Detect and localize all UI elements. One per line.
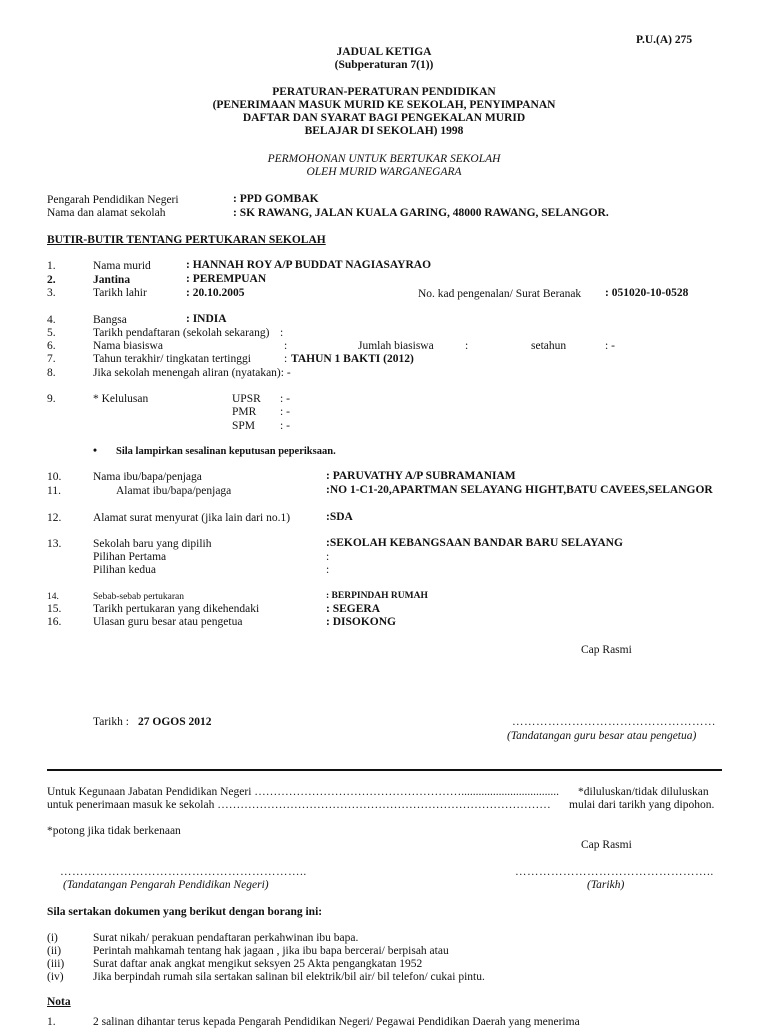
field-num-10: 10.: [47, 471, 62, 483]
doc-item-3: Surat daftar anak angkat mengikut seksyen 25 Akta pengangkatan 1952: [93, 958, 423, 970]
transfer-date-value: : SEGERA: [326, 603, 380, 615]
race-label: Bangsa: [93, 314, 127, 326]
field-num-15: 15.: [47, 603, 62, 615]
field-num-6: 6.: [47, 340, 56, 352]
exam-pmr-label: PMR: [232, 406, 257, 418]
first-choice-label: Pilihan Pertama: [93, 551, 167, 563]
director-value: : PPD GOMBAK: [233, 193, 319, 205]
date-value: 27 OGOS 2012: [138, 716, 212, 728]
approval-date-line: …………………………………………..: [515, 866, 714, 878]
last-year-label: Tahun terakhir/ tingkatan tertinggi: [93, 353, 251, 365]
birth-date-value: : 20.10.2005: [186, 287, 245, 299]
doc-num-2: (ii): [47, 945, 62, 957]
doc-item-2: Perintah mahkamah tentang hak jagaan , jika ibu bapa bercerai/ berpisah atau: [93, 945, 449, 957]
registration-date-value: :: [280, 327, 284, 339]
date-label: Tarikh :: [93, 716, 129, 728]
exam-spm-label: SPM: [232, 420, 256, 432]
student-name-label: Nama murid: [93, 260, 151, 272]
office-use-line-2: untuk penerimaan masuk ke sekolah ……………………………………………………………………………: [47, 799, 551, 811]
title-line-2: (PENERIMAAN MASUK MURID KE SEKOLAH, PENYIMPANAN: [212, 99, 556, 111]
per-year-label: setahun: [531, 340, 567, 352]
title-line-4: BELAJAR DI SEKOLAH) 1998: [304, 125, 464, 137]
last-year-colon: :: [284, 353, 288, 365]
field-num-16: 16.: [47, 616, 62, 628]
bullet-icon: •: [93, 445, 98, 457]
subtitle-line-2: OLEH MURID WARGANEGARA: [306, 166, 462, 178]
reason-label: Sebab-sebab pertukaran: [93, 592, 185, 602]
birth-date-label: Tarikh lahir: [93, 287, 147, 299]
mailing-address-value: :SDA: [326, 511, 353, 523]
exam-spm-value: : -: [280, 420, 290, 432]
exam-upsr-label: UPSR: [232, 393, 261, 405]
field-num-12: 12.: [47, 512, 62, 524]
title-line-3: DAFTAR DAN SYARAT BAGI PENGEKALAN MURID: [242, 112, 526, 124]
field-num-2: 2.: [47, 274, 56, 286]
parent-address-label: Alamat ibu/bapa/penjaga: [116, 485, 232, 497]
headmaster-signature-caption: (Tandatangan guru besar atau pengetua): [507, 730, 697, 742]
scholarship-amount-value: :: [465, 340, 469, 352]
exam-result-note: Sila lampirkan sesalinan keputusan peperiksaan.: [116, 446, 336, 457]
schedule-title: JADUAL KETIGA: [336, 46, 432, 58]
student-name-value: : HANNAH ROY A/P BUDDAT NAGIASAYRAO: [186, 259, 432, 271]
office-use-line-1: Untuk Kegunaan Jabatan Pendidikan Negeri ………………………………………………..................................: [47, 786, 560, 798]
per-year-value: : -: [605, 340, 615, 352]
effective-date-note: mulai dari tarikh yang dipohon.: [569, 799, 715, 811]
field-num-5: 5.: [47, 327, 56, 339]
doc-num-4: (iv): [47, 971, 64, 983]
headmaster-review-value: : DISOKONG: [326, 616, 396, 628]
official-stamp-label-2: Cap Rasmi: [581, 839, 632, 851]
subtitle-line-1: PERMOHONAN UNTUK BERTUKAR SEKOLAH: [267, 153, 501, 165]
ic-label: No. kad pengenalan/ Surat Beranak: [418, 288, 582, 300]
race-value: : INDIA: [186, 313, 227, 325]
nota-title: Nota: [47, 996, 71, 1008]
gender-value: : PEREMPUAN: [186, 273, 267, 285]
second-choice-label: Pilihan kedua: [93, 564, 156, 576]
nota-item-1: 2 salinan dihantar terus kepada Pengarah Pendidikan Negeri/ Pegawai Pendidikan Daerah yang menerima: [93, 1016, 580, 1028]
documents-title: Sila sertakan dokumen yang berikut dengan borang ini:: [47, 906, 323, 918]
second-choice-value: :: [326, 564, 330, 576]
title-line-1: PERATURAN-PERATURAN PENDIDIKAN: [272, 86, 496, 98]
approval-date-caption: (Tarikh): [587, 879, 625, 891]
school-value: : SK RAWANG, JALAN KUALA GARING, 48000 RAWANG, SELANGOR.: [233, 207, 609, 219]
parent-name-label: Nama ibu/bapa/penjaga: [93, 471, 202, 483]
first-choice-value: :: [326, 551, 330, 563]
divider: [47, 769, 722, 771]
last-year-value: TAHUN 1 BAKTI (2012): [291, 353, 414, 365]
new-school-value: :SEKOLAH KEBANGSAAN BANDAR BARU SELAYANG: [326, 537, 623, 549]
exam-upsr-value: : -: [280, 393, 290, 405]
reason-value: : BERPINDAH RUMAH: [326, 591, 428, 601]
stream-label: Jika sekolah menengah aliran (nyatakan): -: [93, 367, 291, 379]
field-num-4: 4.: [47, 314, 56, 326]
doc-num-3: (iii): [47, 958, 65, 970]
field-num-7: 7.: [47, 353, 56, 365]
subregulation: (Subperaturan 7(1)): [334, 59, 434, 71]
gender-label: Jantina: [93, 274, 131, 286]
mailing-address-label: Alamat surat menyurat (jika lain dari no.1): [93, 512, 291, 524]
qualification-label: * Kelulusan: [93, 393, 149, 405]
field-num-14: 14.: [47, 592, 59, 602]
school-label: Nama dan alamat sekolah: [47, 207, 166, 219]
nota-num-1: 1.: [47, 1016, 56, 1028]
headmaster-signature-line: ……………………………………………: [512, 716, 716, 728]
exam-pmr-value: : -: [280, 406, 290, 418]
field-num-11: 11.: [47, 485, 61, 497]
scholarship-value: :: [284, 340, 288, 352]
registration-date-label: Tarikh pendaftaran (sekolah sekarang): [93, 327, 270, 339]
strike-note: *potong jika tidak berkenaan: [47, 825, 181, 837]
field-num-3: 3.: [47, 287, 56, 299]
headmaster-review-label: Ulasan guru besar atau pengetua: [93, 616, 243, 628]
field-num-1: 1.: [47, 260, 56, 272]
official-stamp-label: Cap Rasmi: [581, 644, 632, 656]
director-signature-caption: (Tandatangan Pengarah Pendidikan Negeri): [63, 879, 269, 891]
scholarship-label: Nama biasiswa: [93, 340, 163, 352]
parent-name-value: : PARUVATHY A/P SUBRAMANIAM: [326, 470, 516, 482]
director-signature-line: ……………………………………………………..: [60, 866, 307, 878]
transfer-date-label: Tarikh pertukaran yang dikehendaki: [93, 603, 260, 615]
scholarship-amount-label: Jumlah biasiswa: [358, 340, 434, 352]
parent-address-value: :NO 1-C1-20,APARTMAN SELAYANG HIGHT,BATU CAVEES,SELANGOR: [326, 484, 713, 496]
section-title: BUTIR-BUTIR TENTANG PERTUKARAN SEKOLAH: [47, 234, 326, 246]
doc-num-1: (i): [47, 932, 58, 944]
ic-value: : 051020-10-0528: [605, 287, 689, 299]
doc-item-4: Jika berpindah rumah sila sertakan salinan bil elektrik/bil air/ bil telefon/ cukai pintu.: [93, 971, 485, 983]
doc-item-1: Surat nikah/ perakuan pendaftaran perkahwinan ibu bapa.: [93, 932, 359, 944]
new-school-label: Sekolah baru yang dipilih: [93, 538, 212, 550]
field-num-9: 9.: [47, 393, 56, 405]
director-label: Pengarah Pendidikan Negeri: [47, 194, 179, 206]
field-num-13: 13.: [47, 538, 62, 550]
approval-status: *diluluskan/tidak diluluskan: [578, 786, 709, 798]
field-num-8: 8.: [47, 367, 56, 379]
document-reference: P.U.(A) 275: [636, 34, 693, 46]
